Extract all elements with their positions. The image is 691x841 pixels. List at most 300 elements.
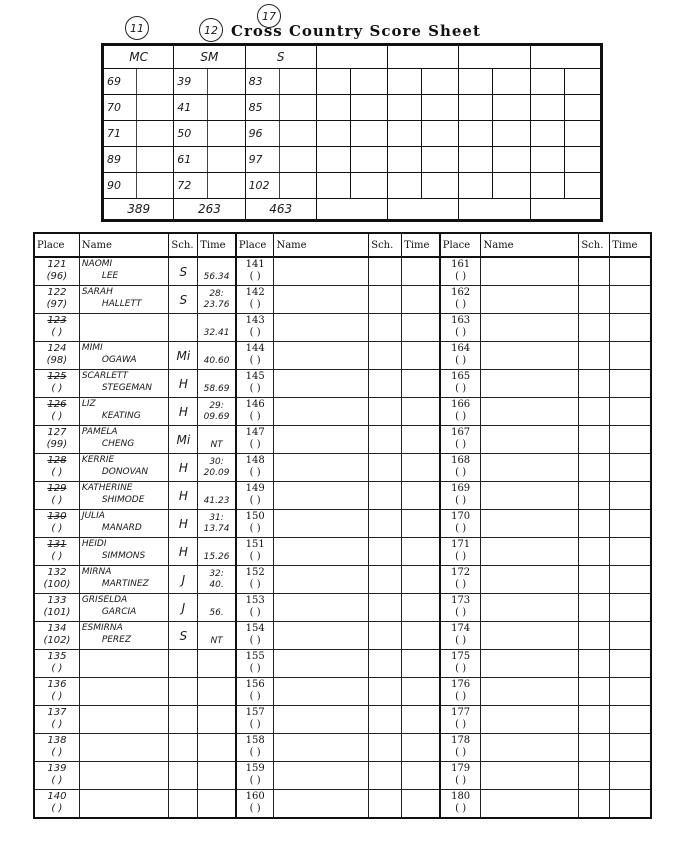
time-seconds: 13.74 [203, 523, 230, 534]
place-team-position: ( ) [51, 747, 63, 758]
time-cell [198, 538, 236, 566]
place-cell [236, 286, 274, 314]
school-cell [579, 594, 610, 622]
name-cell [79, 398, 169, 426]
school-cell [579, 314, 610, 342]
place-team-position: ( ) [51, 663, 63, 674]
place-cell [440, 426, 481, 454]
place-team-position: ( ) [455, 439, 467, 450]
name-cell [481, 734, 579, 762]
place-number: 160 [245, 791, 265, 802]
team-label-7 [530, 45, 601, 69]
team-score: 89 [103, 147, 137, 173]
team-score: 96 [245, 121, 279, 147]
time-cell [402, 286, 440, 314]
team-label-s: S [245, 45, 316, 69]
place-team-position: ( ) [51, 327, 63, 338]
place-team-position: ( ) [249, 383, 261, 394]
school-cell [369, 706, 402, 734]
school-cell [369, 566, 402, 594]
place-cell [440, 650, 481, 678]
table-row [34, 342, 651, 370]
time-cell [402, 510, 440, 538]
name-cell [481, 510, 579, 538]
place-number: 161 [451, 259, 471, 270]
name-cell [274, 482, 369, 510]
school-cell [169, 650, 198, 678]
table-row [34, 510, 651, 538]
name-cell [274, 594, 369, 622]
time-cell [610, 286, 651, 314]
school-cell [169, 790, 198, 819]
team-score-row [103, 147, 602, 173]
school-cell [369, 342, 402, 370]
team-score: 70 [103, 95, 137, 121]
table-row [34, 594, 651, 622]
time-cell [198, 762, 236, 790]
place-number: 179 [451, 763, 471, 774]
runner-last-name: SHIMODE [101, 495, 145, 505]
time-cell [198, 706, 236, 734]
team-score: 69 [103, 69, 137, 95]
place-cell [236, 622, 274, 650]
school-cell [579, 538, 610, 566]
place-number: 139 [47, 763, 67, 774]
place-cell [236, 398, 274, 426]
name-cell [274, 650, 369, 678]
place-team-position: (101) [43, 607, 71, 618]
header-time: Time [402, 233, 440, 257]
header-name: Name [79, 233, 169, 257]
table-row [34, 650, 651, 678]
place-cell [440, 678, 481, 706]
place-number: 141 [245, 259, 265, 270]
time-cell [198, 257, 236, 286]
school-cell [369, 538, 402, 566]
table-row [34, 678, 651, 706]
place-number: 173 [451, 595, 471, 606]
time-cell [402, 734, 440, 762]
runner-last-name: SIMMONS [101, 551, 146, 561]
name-cell [79, 342, 169, 370]
place-cell [440, 314, 481, 342]
name-cell [274, 370, 369, 398]
name-cell [481, 314, 579, 342]
place-team-position: (97) [46, 299, 68, 310]
place-cell [34, 426, 79, 454]
time-seconds: 41.23 [203, 495, 230, 506]
time-cell [198, 566, 236, 594]
table-row [34, 622, 651, 650]
table-row [34, 454, 651, 482]
results-header-row [34, 233, 651, 257]
runner-first-name: KERRIE [81, 455, 115, 465]
name-cell [274, 678, 369, 706]
place-cell [440, 482, 481, 510]
time-cell [198, 650, 236, 678]
place-number: 156 [245, 679, 265, 690]
runner-first-name: SARAH [81, 287, 113, 297]
time-cell [610, 454, 651, 482]
name-cell [274, 622, 369, 650]
time-minutes: 29: [209, 400, 224, 411]
name-cell [274, 790, 369, 819]
place-number: 175 [451, 651, 471, 662]
place-team-position: ( ) [249, 523, 261, 534]
school-cell: H [169, 510, 198, 538]
name-cell [481, 594, 579, 622]
team-score: 71 [103, 121, 137, 147]
place-number: 137 [47, 707, 67, 718]
team-label-sm: SM [174, 45, 245, 69]
place-cell [440, 790, 481, 819]
place-cell [236, 370, 274, 398]
runner-first-name: KATHERINE [81, 483, 133, 493]
place-team-position: ( ) [249, 747, 261, 758]
place-cell [236, 594, 274, 622]
header-name: Name [274, 233, 369, 257]
place-cell [34, 482, 79, 510]
time-minutes: 28: [209, 288, 224, 299]
runner-last-name: KEATING [101, 411, 141, 421]
place-cell [236, 342, 274, 370]
name-cell [274, 398, 369, 426]
time-seconds: 58.69 [203, 383, 230, 394]
school-cell [369, 398, 402, 426]
name-cell [481, 762, 579, 790]
name-cell [274, 257, 369, 286]
place-number: 122 [47, 287, 67, 298]
school-cell [169, 734, 198, 762]
time-cell [610, 650, 651, 678]
school-cell [579, 790, 610, 819]
time-cell [610, 622, 651, 650]
place-cell [440, 257, 481, 286]
name-cell [481, 398, 579, 426]
place-number: 148 [245, 455, 265, 466]
name-cell [79, 622, 169, 650]
place-number: 135 [47, 651, 67, 662]
place-cell [440, 510, 481, 538]
name-cell [481, 370, 579, 398]
runner-first-name: LIZ [81, 399, 96, 409]
place-cell [236, 734, 274, 762]
school-cell [579, 454, 610, 482]
school-cell [369, 370, 402, 398]
school-cell [579, 650, 610, 678]
time-cell [198, 594, 236, 622]
table-row [34, 286, 651, 314]
name-cell [79, 482, 169, 510]
name-cell [79, 566, 169, 594]
place-cell [34, 762, 79, 790]
place-team-position: ( ) [455, 719, 467, 730]
school-cell [579, 566, 610, 594]
team-total-mc: 389 [103, 199, 174, 221]
place-number: 172 [451, 567, 471, 578]
team-label-5 [388, 45, 459, 69]
name-cell [481, 286, 579, 314]
school-cell [369, 734, 402, 762]
place-cell [440, 762, 481, 790]
place-cell [34, 286, 79, 314]
name-cell [481, 678, 579, 706]
runner-last-name: STEGEMAN [101, 383, 153, 393]
time-cell [402, 454, 440, 482]
school-cell [169, 678, 198, 706]
name-cell [79, 370, 169, 398]
school-cell [579, 257, 610, 286]
header-sch: Sch. [169, 233, 198, 257]
place-number: 168 [451, 455, 471, 466]
place-team-position: ( ) [455, 663, 467, 674]
school-cell [369, 510, 402, 538]
time-cell [610, 314, 651, 342]
time-seconds: NT [210, 635, 223, 646]
place-team-position: ( ) [249, 439, 261, 450]
place-team-position: ( ) [249, 299, 261, 310]
place-number: 123 [47, 315, 67, 326]
table-row [34, 706, 651, 734]
name-cell [79, 678, 169, 706]
place-team-position: ( ) [51, 523, 63, 534]
name-cell [481, 622, 579, 650]
school-cell [369, 650, 402, 678]
header-name: Name [481, 233, 579, 257]
time-cell [610, 426, 651, 454]
place-number: 151 [245, 539, 265, 550]
team-total-row [103, 199, 602, 221]
place-number: 133 [47, 595, 67, 606]
place-number: 158 [245, 735, 265, 746]
name-cell [274, 286, 369, 314]
place-cell [440, 286, 481, 314]
time-cell [198, 314, 236, 342]
place-cell [440, 594, 481, 622]
place-team-position: ( ) [455, 383, 467, 394]
place-number: 150 [245, 511, 265, 522]
name-cell [274, 454, 369, 482]
place-number: 132 [47, 567, 67, 578]
place-cell [440, 454, 481, 482]
table-row [34, 482, 651, 510]
place-cell [440, 370, 481, 398]
time-cell [198, 678, 236, 706]
place-team-position: ( ) [51, 775, 63, 786]
time-seconds: 56.34 [203, 271, 230, 282]
header-place: Place [34, 233, 79, 257]
place-cell [34, 734, 79, 762]
name-cell [481, 566, 579, 594]
time-cell [402, 762, 440, 790]
place-number: 149 [245, 483, 265, 494]
time-cell [402, 566, 440, 594]
school-cell [579, 286, 610, 314]
table-row [34, 398, 651, 426]
time-cell [402, 650, 440, 678]
time-seconds: 40. [209, 579, 224, 590]
place-cell [236, 482, 274, 510]
runner-first-name: MIMI [81, 343, 103, 353]
place-number: 136 [47, 679, 67, 690]
time-cell [198, 790, 236, 819]
name-cell [274, 342, 369, 370]
school-cell [369, 257, 402, 286]
place-team-position: ( ) [249, 579, 261, 590]
name-cell [79, 734, 169, 762]
place-team-position: ( ) [51, 495, 63, 506]
team-score-row [103, 95, 602, 121]
place-team-position: ( ) [455, 299, 467, 310]
time-cell [610, 510, 651, 538]
table-row [34, 426, 651, 454]
place-team-position: ( ) [249, 775, 261, 786]
place-number: 121 [47, 259, 67, 270]
team-score-table [101, 43, 603, 222]
time-cell [610, 342, 651, 370]
name-cell [481, 538, 579, 566]
place-cell [440, 538, 481, 566]
place-team-position: ( ) [249, 467, 261, 478]
name-cell [79, 762, 169, 790]
place-team-position: ( ) [455, 551, 467, 562]
place-number: 140 [47, 791, 67, 802]
team-score-row [103, 121, 602, 147]
runner-last-name: CHENG [101, 439, 135, 449]
runner-first-name: MIRNA [81, 567, 112, 577]
time-cell [198, 286, 236, 314]
place-number: 162 [451, 287, 471, 298]
place-team-position: ( ) [455, 579, 467, 590]
place-team-position: ( ) [455, 691, 467, 702]
time-cell [402, 426, 440, 454]
results-body [34, 257, 651, 818]
team-total-s: 463 [245, 199, 316, 221]
school-cell [369, 482, 402, 510]
school-cell [369, 454, 402, 482]
place-team-position: ( ) [455, 495, 467, 506]
place-cell [34, 398, 79, 426]
runner-first-name: SCARLETT [81, 371, 128, 381]
team-score: 50 [174, 121, 208, 147]
place-cell [236, 678, 274, 706]
place-number: 170 [451, 511, 471, 522]
time-cell [610, 706, 651, 734]
time-cell [402, 706, 440, 734]
time-cell [198, 342, 236, 370]
time-cell [198, 426, 236, 454]
place-team-position: ( ) [455, 355, 467, 366]
time-seconds: NT [210, 439, 223, 450]
place-number: 159 [245, 763, 265, 774]
place-team-position: (98) [46, 355, 68, 366]
place-number: 127 [47, 427, 67, 438]
place-team-position: ( ) [249, 803, 261, 814]
place-number: 164 [451, 343, 471, 354]
place-team-position: ( ) [51, 551, 63, 562]
place-cell [34, 370, 79, 398]
place-team-position: ( ) [249, 411, 261, 422]
place-number: 157 [245, 707, 265, 718]
time-cell [402, 370, 440, 398]
school-cell [369, 426, 402, 454]
team-label-4 [316, 45, 387, 69]
header-sch: Sch. [579, 233, 610, 257]
team-total-sm: 263 [174, 199, 245, 221]
place-cell [440, 622, 481, 650]
place-cell [34, 314, 79, 342]
name-cell [481, 454, 579, 482]
place-team-position: ( ) [249, 607, 261, 618]
place-team-position: ( ) [249, 355, 261, 366]
time-cell [610, 398, 651, 426]
time-cell [402, 342, 440, 370]
school-cell: Mi [169, 426, 198, 454]
place-number: 169 [451, 483, 471, 494]
place-number: 153 [245, 595, 265, 606]
place-number: 174 [451, 623, 471, 634]
table-row [34, 790, 651, 819]
place-number: 177 [451, 707, 471, 718]
page-title: Cross Country Score Sheet [231, 22, 481, 40]
name-cell [79, 706, 169, 734]
team-score: 90 [103, 173, 137, 199]
runner-first-name: JULIA [81, 511, 105, 521]
school-cell: Mi [169, 342, 198, 370]
name-cell [79, 594, 169, 622]
time-cell [610, 790, 651, 819]
table-row [34, 314, 651, 342]
place-number: 128 [47, 455, 67, 466]
place-number: 171 [451, 539, 471, 550]
team-score: 39 [174, 69, 208, 95]
time-seconds: 15.26 [203, 551, 230, 562]
circled-number-c: 17 [257, 4, 281, 28]
place-number: 180 [451, 791, 471, 802]
time-seconds: 09.69 [203, 411, 230, 422]
table-row [34, 762, 651, 790]
time-cell [198, 398, 236, 426]
place-team-position: ( ) [249, 271, 261, 282]
place-cell [34, 566, 79, 594]
runner-first-name: HEIDI [81, 539, 107, 549]
table-row [34, 566, 651, 594]
header-time: Time [198, 233, 236, 257]
place-number: 147 [245, 427, 265, 438]
time-seconds: 56. [209, 607, 224, 618]
place-cell [34, 650, 79, 678]
time-cell [610, 678, 651, 706]
team-score: 97 [245, 147, 279, 173]
name-cell [481, 257, 579, 286]
time-cell [402, 594, 440, 622]
place-team-position: ( ) [455, 775, 467, 786]
place-team-position: ( ) [51, 383, 63, 394]
school-cell: S [169, 622, 198, 650]
school-cell [579, 482, 610, 510]
school-cell: H [169, 398, 198, 426]
time-cell [610, 370, 651, 398]
school-cell [369, 762, 402, 790]
school-cell [369, 594, 402, 622]
school-cell [369, 622, 402, 650]
school-cell: S [169, 286, 198, 314]
place-team-position: ( ) [249, 327, 261, 338]
name-cell [79, 510, 169, 538]
place-number: 165 [451, 371, 471, 382]
name-cell [274, 762, 369, 790]
table-row [34, 734, 651, 762]
